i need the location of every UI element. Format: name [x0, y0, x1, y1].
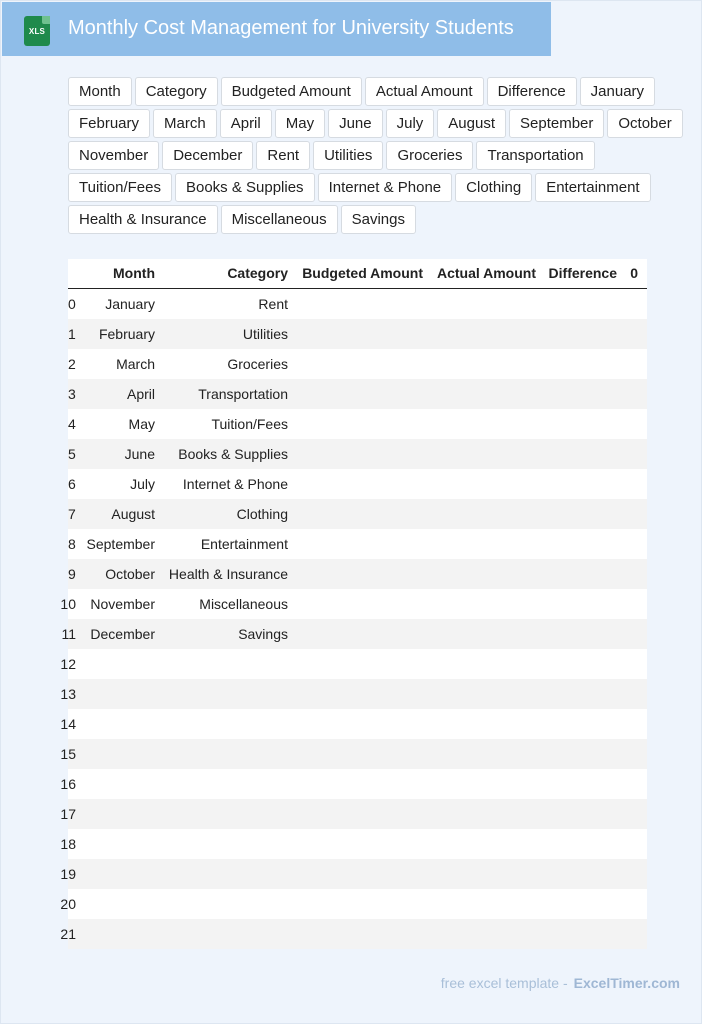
footer-brand-link[interactable]: ExcelTimer.com: [573, 975, 680, 991]
zero-cell: [617, 409, 638, 439]
row-index-cell: 10: [60, 596, 76, 612]
keyword-tag[interactable]: June: [328, 109, 383, 138]
difference-cell: [536, 769, 617, 799]
row-index-cell: 16: [60, 776, 76, 792]
category-cell: Health & Insurance: [168, 566, 288, 582]
budgeted-amount-cell: [288, 439, 423, 469]
zero-cell: [617, 289, 638, 319]
difference-header: Difference: [548, 265, 617, 281]
actual-amount-cell: [423, 919, 536, 949]
category-cell: [155, 889, 288, 919]
budgeted-amount-cell: [288, 889, 423, 919]
actual-amount-cell: [423, 619, 536, 649]
keyword-tag[interactable]: Difference: [487, 77, 577, 106]
difference-cell: [536, 529, 617, 559]
budgeted-amount-cell: [288, 349, 423, 379]
actual-amount-cell: [423, 829, 536, 859]
page-header: [2, 2, 551, 56]
row-index-cell: 17: [60, 806, 76, 822]
budgeted-amount-cell: [288, 529, 423, 559]
actual-amount-cell: [423, 709, 536, 739]
category-cell: [155, 769, 288, 799]
category-cell: Groceries: [227, 356, 288, 372]
table-row: [61, 619, 647, 649]
month-header: Month: [113, 265, 155, 281]
row-index-cell: 1: [68, 326, 76, 342]
table-row: [68, 439, 647, 469]
row-index-cell: 12: [60, 656, 76, 672]
keyword-tag[interactable]: Category: [135, 77, 218, 106]
zero-cell: [617, 799, 638, 829]
row-index-cell: 6: [68, 476, 76, 492]
difference-cell: [536, 919, 617, 949]
actual-amount-cell: [423, 679, 536, 709]
row-index-cell: 20: [60, 896, 76, 912]
actual-amount-cell: [423, 769, 536, 799]
actual-amount-cell: [423, 499, 536, 529]
zero-cell: [617, 859, 638, 889]
actual-amount-cell: [423, 559, 536, 589]
difference-cell: [536, 379, 617, 409]
category-header: Category: [227, 265, 288, 281]
month-cell: May: [128, 416, 155, 432]
month-cell: October: [105, 566, 155, 582]
difference-cell: [536, 649, 617, 679]
table-row: [68, 559, 647, 589]
difference-cell: [536, 889, 617, 919]
zero-cell: [617, 319, 638, 349]
category-cell: Utilities: [242, 326, 288, 342]
difference-cell: [536, 559, 617, 589]
month-cell: [76, 769, 155, 799]
row-index-cell: 9: [68, 566, 76, 582]
table-row: [68, 529, 647, 559]
month-cell: June: [124, 446, 155, 462]
budgeted-amount-cell: [288, 319, 423, 349]
budgeted-amount-cell: [288, 799, 423, 829]
zero-cell: [617, 649, 638, 679]
month-cell: December: [90, 626, 155, 642]
keyword-tag[interactable]: Month: [68, 77, 132, 106]
row-index-cell: 15: [60, 746, 76, 762]
zero-cell: [617, 919, 638, 949]
category-cell: Transportation: [198, 386, 288, 402]
table-row: [68, 499, 647, 529]
budgeted-amount-cell: [288, 589, 423, 619]
difference-cell: [536, 439, 617, 469]
actual-amount-cell: [423, 289, 536, 319]
keyword-tag[interactable]: September: [509, 109, 604, 138]
category-cell: [155, 649, 288, 679]
category-cell: Entertainment: [200, 536, 288, 552]
category-cell: [155, 709, 288, 739]
difference-cell: [536, 469, 617, 499]
difference-cell: [536, 859, 617, 889]
zero-cell: [617, 889, 638, 919]
actual-amount-cell: [423, 319, 536, 349]
keyword-tag[interactable]: October: [607, 109, 682, 138]
row-index-cell: 21: [60, 926, 76, 942]
row-index-cell: 18: [60, 836, 76, 852]
xls-icon-label: XLS: [28, 27, 46, 36]
category-cell: [155, 739, 288, 769]
category-cell: [155, 799, 288, 829]
zero-cell: [617, 679, 638, 709]
month-cell: March: [116, 356, 155, 372]
keyword-tag[interactable]: Rent: [256, 141, 310, 170]
actual-amount-cell: [423, 889, 536, 919]
category-cell: Miscellaneous: [199, 596, 288, 612]
actual-amount-cell: [423, 349, 536, 379]
zero-cell: [617, 379, 638, 409]
actual-amount-cell: [423, 739, 536, 769]
category-cell: [155, 919, 288, 949]
footer-credit[interactable]: [441, 975, 680, 991]
actual-amount-cell: [423, 409, 536, 439]
keyword-tag[interactable]: August: [437, 109, 506, 138]
month-cell: [76, 889, 155, 919]
actual-amount-cell: [423, 439, 536, 469]
xls-file-icon: [24, 16, 50, 46]
difference-cell: [536, 499, 617, 529]
table-row: [60, 829, 647, 859]
row-index-cell: 8: [68, 536, 76, 552]
table-row: [60, 859, 647, 889]
table-row: [60, 919, 647, 949]
page-title: Monthly Cost Management for University Students: [68, 17, 514, 39]
zero-cell: [617, 739, 638, 769]
month-cell: [76, 709, 155, 739]
actual-amount-cell: [423, 379, 536, 409]
keyword-tag[interactable]: Budgeted Amount: [221, 77, 362, 106]
difference-cell: [536, 289, 617, 319]
budgeted-amount-cell: [288, 709, 423, 739]
budgeted-amount-header: Budgeted Amount: [302, 265, 423, 281]
table-row: [60, 739, 647, 769]
budgeted-amount-cell: [288, 679, 423, 709]
table-row: [60, 709, 647, 739]
keyword-tag[interactable]: March: [153, 109, 217, 138]
keyword-tag[interactable]: November: [68, 141, 159, 170]
month-cell: November: [90, 596, 155, 612]
zero-cell: [617, 559, 638, 589]
table-row: [60, 649, 647, 679]
zero-cell: [617, 469, 638, 499]
category-cell: [155, 859, 288, 889]
category-cell: Savings: [238, 626, 288, 642]
table-row: [68, 469, 647, 499]
category-cell: [155, 679, 288, 709]
month-cell: [76, 649, 155, 679]
month-cell: January: [105, 296, 155, 312]
row-index-cell: 7: [68, 506, 76, 522]
keyword-tag[interactable]: July: [386, 109, 435, 138]
category-cell: Rent: [258, 296, 288, 312]
keyword-tag[interactable]: Tuition/Fees: [68, 173, 172, 202]
month-cell: September: [86, 536, 155, 552]
budgeted-amount-cell: [288, 619, 423, 649]
table-row: [68, 349, 647, 379]
month-cell: [76, 919, 155, 949]
keyword-tag[interactable]: January: [580, 77, 655, 106]
category-cell: Books & Supplies: [178, 446, 288, 462]
table-body: [60, 289, 647, 949]
row-index-cell: 0: [68, 296, 76, 312]
row-index-cell: 13: [60, 686, 76, 702]
difference-cell: [536, 739, 617, 769]
budgeted-amount-cell: [288, 859, 423, 889]
table-row: [68, 289, 647, 319]
month-cell: [76, 829, 155, 859]
keyword-tag[interactable]: April: [220, 109, 272, 138]
row-index-cell: 11: [61, 626, 76, 642]
budgeted-amount-cell: [288, 409, 423, 439]
zero-header: 0: [630, 265, 638, 281]
table-row: [60, 589, 647, 619]
difference-cell: [536, 349, 617, 379]
table-row: [60, 769, 647, 799]
budgeted-amount-cell: [288, 919, 423, 949]
zero-cell: [617, 349, 638, 379]
keyword-tag[interactable]: May: [275, 109, 325, 138]
category-cell: Internet & Phone: [182, 476, 288, 492]
difference-cell: [536, 619, 617, 649]
difference-cell: [536, 709, 617, 739]
difference-cell: [536, 679, 617, 709]
zero-cell: [617, 769, 638, 799]
budgeted-amount-cell: [288, 649, 423, 679]
actual-amount-cell: [423, 649, 536, 679]
actual-amount-cell: [423, 469, 536, 499]
spreadsheet-preview: [60, 259, 647, 949]
keyword-tag[interactable]: Internet & Phone: [318, 173, 453, 202]
month-cell: [76, 679, 155, 709]
keyword-tag[interactable]: Utilities: [313, 141, 383, 170]
keyword-tag[interactable]: Books & Supplies: [175, 173, 315, 202]
difference-cell: [536, 829, 617, 859]
row-index-cell: 5: [68, 446, 76, 462]
row-index-cell: 2: [68, 356, 76, 372]
difference-cell: [536, 799, 617, 829]
keyword-tag[interactable]: February: [68, 109, 150, 138]
month-cell: [76, 799, 155, 829]
budgeted-amount-cell: [288, 769, 423, 799]
difference-cell: [536, 409, 617, 439]
row-index-cell: 4: [68, 416, 76, 432]
zero-cell: [617, 499, 638, 529]
table-row: [60, 889, 647, 919]
budgeted-amount-cell: [288, 379, 423, 409]
category-cell: Clothing: [236, 506, 288, 522]
month-cell: [76, 859, 155, 889]
keyword-tag[interactable]: Miscellaneous: [221, 205, 338, 234]
zero-cell: [617, 619, 638, 649]
row-index-cell: 3: [68, 386, 76, 402]
actual-amount-cell: [423, 529, 536, 559]
month-cell: [76, 739, 155, 769]
row-index-cell: 19: [60, 866, 76, 882]
row-index-cell: 14: [60, 716, 76, 732]
actual-amount-cell: [423, 859, 536, 889]
budgeted-amount-cell: [288, 289, 423, 319]
month-cell: August: [111, 506, 155, 522]
budgeted-amount-cell: [288, 739, 423, 769]
actual-amount-cell: [423, 799, 536, 829]
zero-cell: [617, 709, 638, 739]
category-cell: Tuition/Fees: [211, 416, 288, 432]
keyword-tag[interactable]: Actual Amount: [365, 77, 484, 106]
zero-cell: [617, 829, 638, 859]
row-index: [68, 259, 76, 288]
table-row: [68, 379, 647, 409]
difference-cell: [536, 589, 617, 619]
budgeted-amount-cell: [288, 559, 423, 589]
actual-amount-cell: [423, 589, 536, 619]
month-cell: February: [98, 326, 155, 342]
keyword-tag-list: [68, 77, 700, 234]
budgeted-amount-cell: [288, 469, 423, 499]
table-row: [60, 679, 647, 709]
actual-amount-header: Actual Amount: [436, 265, 536, 281]
keyword-tag[interactable]: Savings: [341, 205, 416, 234]
zero-cell: [617, 589, 638, 619]
keyword-tag[interactable]: Transportation: [476, 141, 594, 170]
footer-prefix: free excel template -: [440, 975, 568, 991]
table-row: [68, 409, 647, 439]
table-row: [60, 799, 647, 829]
table-row: [68, 319, 647, 349]
zero-cell: [617, 529, 638, 559]
keyword-tag[interactable]: December: [162, 141, 253, 170]
keyword-tag[interactable]: Entertainment: [535, 173, 650, 202]
keyword-tag[interactable]: Health & Insurance: [68, 205, 218, 234]
month-cell: July: [130, 476, 155, 492]
difference-cell: [536, 319, 617, 349]
category-cell: [155, 829, 288, 859]
month-cell: April: [126, 386, 155, 402]
budgeted-amount-cell: [288, 499, 423, 529]
keyword-tag[interactable]: Clothing: [455, 173, 532, 202]
budgeted-amount-cell: [288, 829, 423, 859]
keyword-tag[interactable]: Groceries: [386, 141, 473, 170]
zero-cell: [617, 439, 638, 469]
table-header-row: [68, 259, 647, 289]
